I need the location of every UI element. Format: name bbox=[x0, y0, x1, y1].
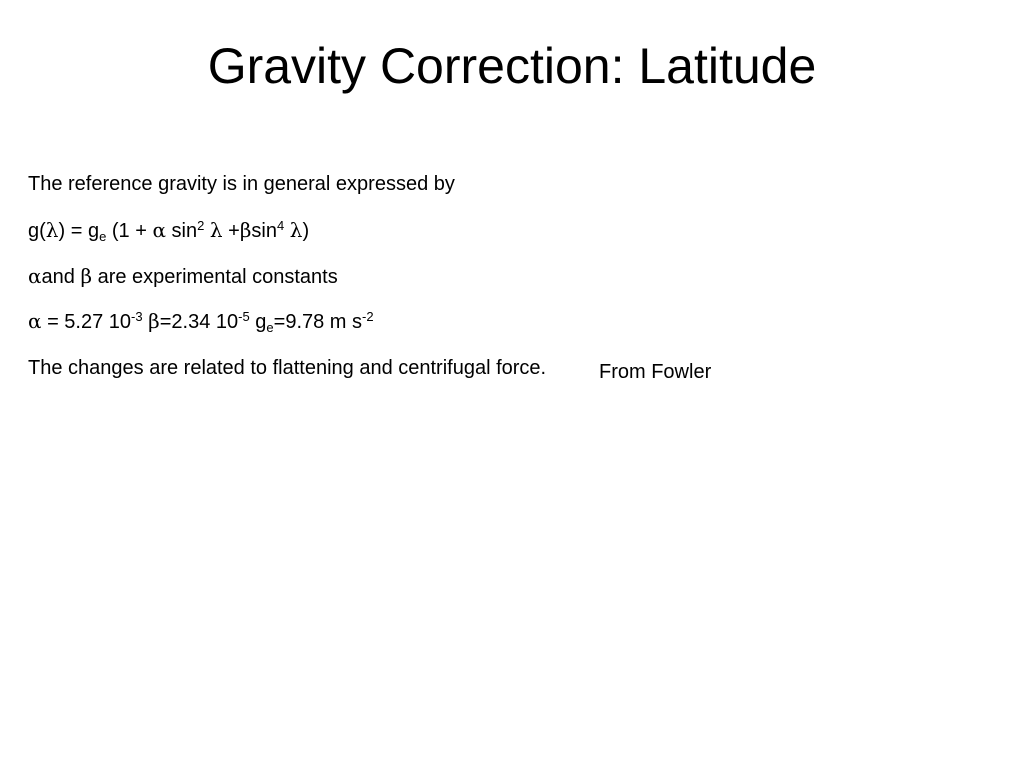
values-alpha-exp: -3 bbox=[131, 309, 143, 324]
formula-close: ) bbox=[302, 220, 310, 242]
formula-beta: β bbox=[239, 218, 252, 242]
formula-sup-4: 4 bbox=[276, 218, 285, 233]
values-g-val: =9.78 m s bbox=[273, 311, 363, 333]
formula-lambda-3: λ bbox=[289, 218, 303, 242]
gravity-formula bbox=[28, 216, 309, 245]
values-alpha: α bbox=[28, 309, 42, 333]
formula-eq-ge: ) = g bbox=[58, 220, 100, 242]
formula-sin: sin bbox=[165, 220, 198, 242]
constant-values bbox=[28, 307, 374, 336]
values-beta-val: =2.34 10 bbox=[159, 311, 239, 333]
formula-paren-one-plus: (1 + bbox=[106, 220, 153, 242]
formula-sub-e: e bbox=[99, 229, 107, 244]
intro-text: The reference gravity is in general expressed by bbox=[28, 173, 455, 195]
slide-title: Gravity Correction: Latitude bbox=[207, 38, 817, 94]
formula-alpha: α bbox=[152, 218, 166, 242]
values-beta-exp: -5 bbox=[238, 309, 250, 324]
values-g-exp: -2 bbox=[362, 309, 374, 324]
formula-lambda: λ bbox=[45, 218, 59, 242]
constants-rest: are experimental constants bbox=[92, 266, 338, 288]
formula-lambda-2: λ bbox=[209, 218, 223, 242]
flattening-text: The changes are related to flattening and centrifugal force. bbox=[28, 357, 547, 379]
constants-beta: β bbox=[80, 264, 93, 288]
formula-sup-2: 2 bbox=[197, 218, 205, 233]
formula-plus: + bbox=[222, 220, 240, 242]
values-beta: β bbox=[148, 309, 160, 333]
constants-text bbox=[28, 262, 338, 291]
source-credit: From Fowler bbox=[599, 361, 712, 383]
constants-and: and bbox=[41, 266, 81, 288]
values-alpha-val: = 5.27 10 bbox=[41, 311, 132, 333]
formula-sin-4: sin bbox=[251, 220, 277, 242]
formula-g-open: g( bbox=[28, 220, 46, 242]
constants-alpha: α bbox=[28, 264, 42, 288]
values-g-sub: e bbox=[266, 320, 274, 335]
values-g: g bbox=[249, 311, 267, 333]
